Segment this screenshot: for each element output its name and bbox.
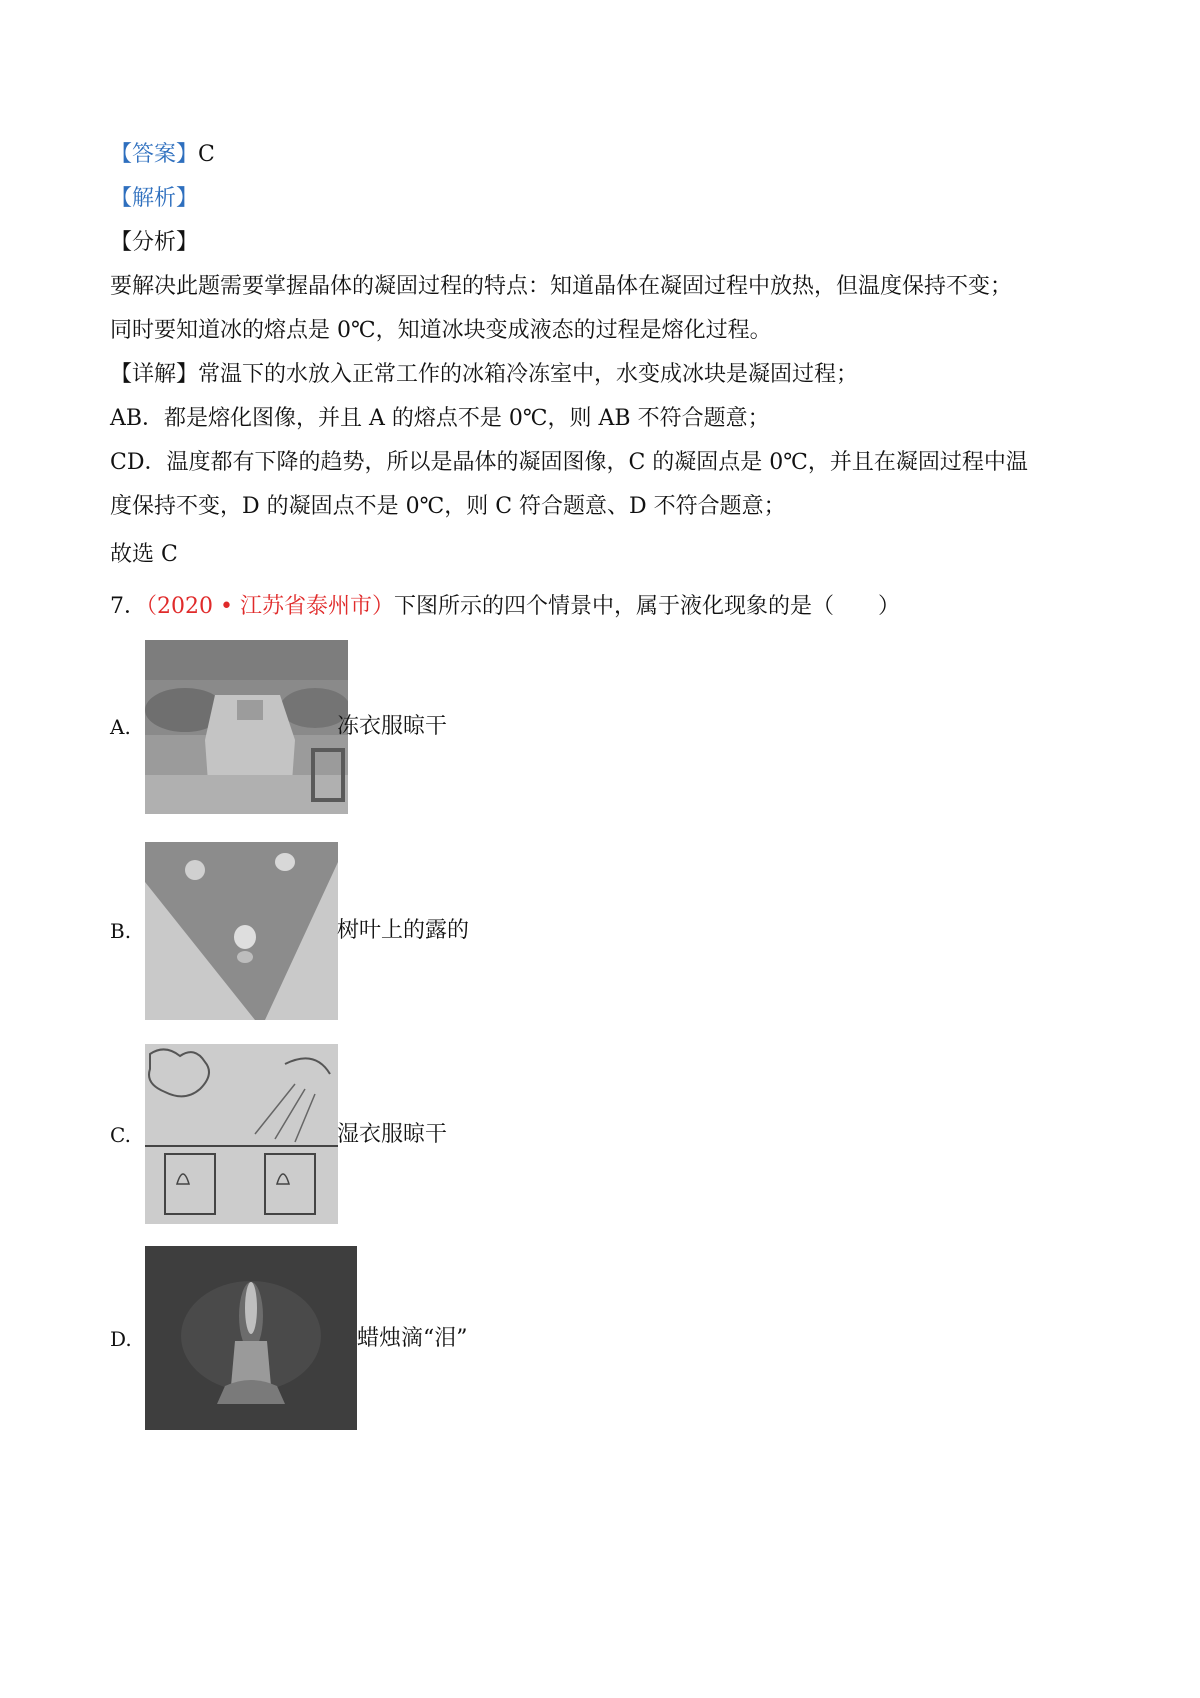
option-c-letter: C. (110, 1123, 131, 1147)
option-a-image (145, 640, 348, 814)
question-text: 下图所示的四个情景中，属于液化现象的是（ ） (393, 594, 900, 619)
fenxi-label: 【分析】 (110, 230, 199, 255)
detail-label: 【详解】 (110, 362, 199, 387)
option-b-letter: B. (110, 919, 132, 943)
option-d-image (145, 1246, 357, 1430)
question-line (110, 592, 900, 622)
detail-line-5: 故选 C (110, 542, 178, 567)
option-d-letter: D. (110, 1327, 132, 1351)
answer-label: 【答案】 (110, 142, 199, 167)
detail-line-3: CD．温度都有下降的趋势，所以是晶体的凝固图像，C 的凝固点是 0℃，并且在凝固过程中温 (110, 450, 1028, 475)
option-a-letter: A. (110, 715, 131, 739)
option-b-caption: 树叶上的露的 (337, 918, 470, 943)
option-a-caption: 冻衣服晾干 (337, 714, 448, 739)
option-c-image (145, 1044, 338, 1224)
answer-line (110, 140, 215, 170)
detail-line-4: 度保持不变，D 的凝固点不是 0℃，则 C 符合题意、D 不符合题意； (110, 494, 786, 519)
option-c-caption: 湿衣服晾干 (337, 1122, 448, 1147)
detail-line-1 (110, 360, 858, 390)
answer-value: C (198, 142, 215, 167)
option-d-caption: 蜡烛滴“泪” (357, 1326, 468, 1351)
question-source: （2020 • 江苏省泰州市） (146, 594, 394, 619)
analysis-label: 【解析】 (110, 186, 199, 211)
option-b-image (145, 842, 338, 1020)
fenxi-line-2: 同时要知道冰的熔点是 0℃，知道冰块变成液态的过程是熔化过程。 (110, 318, 772, 343)
detail-text-1: 常温下的水放入正常工作的冰箱冷冻室中，水变成冰块是凝固过程； (198, 362, 859, 387)
question-number: 7． (110, 594, 146, 619)
fenxi-line-1: 要解决此题需要掌握晶体的凝固过程的特点：知道晶体在凝固过程中放热，但温度保持不变； (110, 274, 1013, 299)
detail-line-2: AB．都是熔化图像，并且 A 的熔点不是 0℃，则 AB 不符合题意； (110, 406, 770, 431)
